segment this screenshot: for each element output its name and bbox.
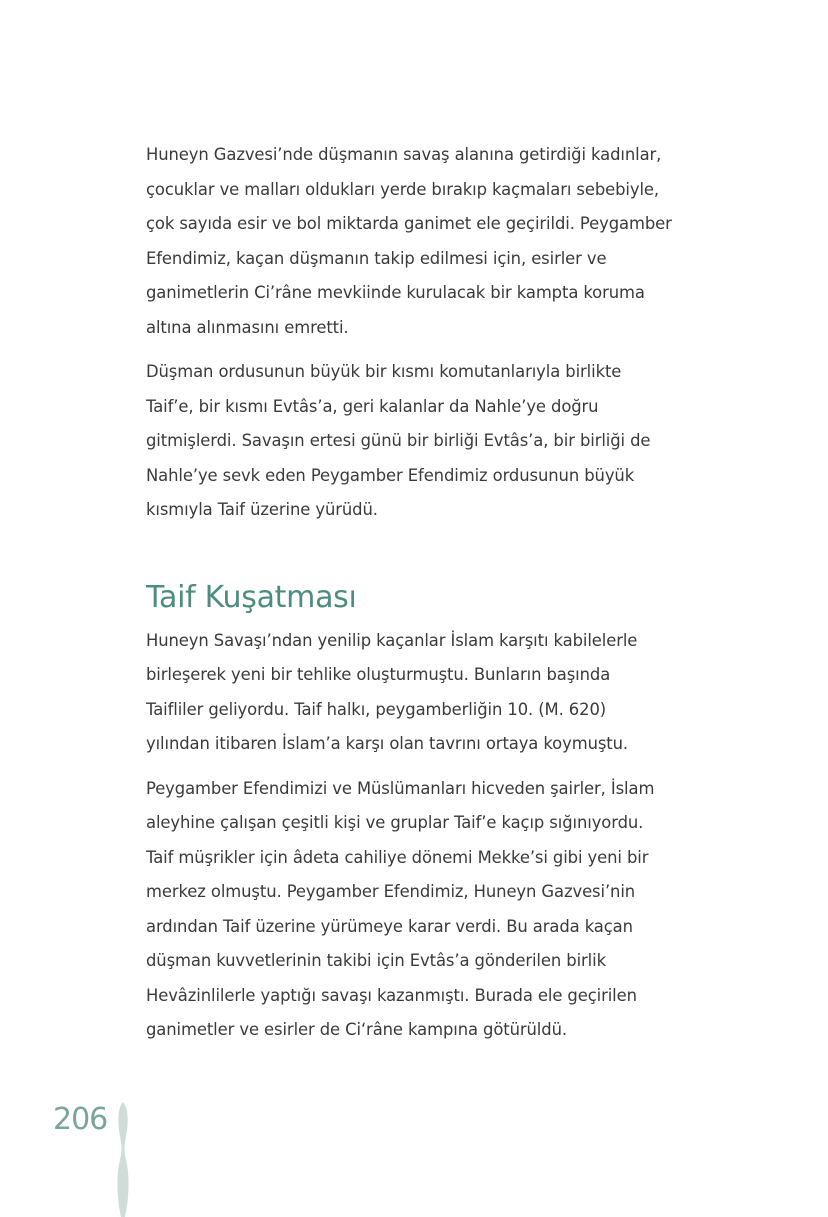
text-line: Nahle’ye sevk eden Peygamber Efendimiz ordusunun büyük: [146, 465, 635, 485]
text-line: Huneyn Savaşı’ndan yenilip kaçanlar İslam karşıtı kabilelerle: [146, 630, 638, 650]
paragraphs-top: [146, 138, 706, 528]
paragraph-taif-threat: [146, 624, 706, 762]
text-line: kısmıyla Taif üzerine yürüdü.: [146, 500, 378, 519]
text-line: çocuklar ve malları oldukları yerde bırakıp kaçmaları sebebiyle,: [146, 179, 660, 199]
text-line: düşman kuvvetlerinin takibi için Evtâs’a gönderilen birlik: [146, 951, 606, 970]
text-line: Taifliler geliyordu. Taif halkı, peygamberliğin 10. (M. 620): [146, 699, 607, 719]
paragraph-taif-refuge: [146, 772, 706, 1048]
text-line: birleşerek yeni bir tehlike oluşturmuştu. Bunların başında: [146, 665, 611, 684]
text-line: ganimetlerin Ci’râne mevkiinde kurulacak bir kampta koruma: [146, 283, 645, 302]
text-line: yılından itibaren İslam’a karşı olan tavrını ortaya koymuştu.: [146, 734, 629, 753]
text-line: ganimetler ve esirler de Ci‘râne kampına götürüldü.: [146, 1020, 567, 1039]
text-line: gitmişlerdi. Savaşın ertesi günü bir birliği Evtâs’a, bir birliği de: [146, 431, 651, 450]
paragraphs-bottom: [146, 624, 706, 1048]
page-number: 206: [53, 1102, 108, 1137]
text-line: altına alınmasını emretti.: [146, 317, 349, 337]
text-line: Efendimiz, kaçan düşmanın takip edilmesi için, esirler ve: [146, 248, 607, 268]
section-title: Taif Kuşatması: [146, 579, 357, 615]
text-line: aleyhine çalışan çeşitli kişi ve gruplar Taif’e kaçıp sığınıyordu.: [146, 813, 644, 832]
text-line: Huneyn Gazvesi’nde düşmanın savaş alanına getirdiği kadınlar,: [146, 145, 662, 164]
text-line: ardından Taif üzerine yürümeye karar verdi. Bu arada kaçan: [146, 916, 633, 936]
page-content: [146, 138, 706, 1058]
text-line: Hevâzinlilerle yaptığı savaşı kazanmıştı. Burada ele geçirilen: [146, 985, 637, 1005]
text-line: çok sayıda esir ve bol miktarda ganimet ele geçirildi. Peygamber: [146, 214, 672, 233]
text-line: Taif müşrikler için âdeta cahiliye dönemi Mekke’si gibi yeni bir: [146, 847, 649, 867]
paragraph-huneyn-spoils: [146, 138, 706, 345]
text-line: Düşman ordusunun büyük bir kısmı komutanlarıyla birlikte: [146, 362, 622, 381]
text-line: merkez olmuştu. Peygamber Efendimiz, Huneyn Gazvesi’nin: [146, 882, 636, 901]
ornament-shape: [117, 1102, 128, 1217]
paragraph-enemy-retreat: [146, 355, 706, 528]
text-line: Peygamber Efendimizi ve Müslümanları hicveden şairler, İslam: [146, 778, 655, 798]
page-ornament-icon: [114, 1102, 132, 1217]
text-line: Taif’e, bir kısmı Evtâs’a, geri kalanlar da Nahle’ye doğru: [146, 396, 599, 416]
